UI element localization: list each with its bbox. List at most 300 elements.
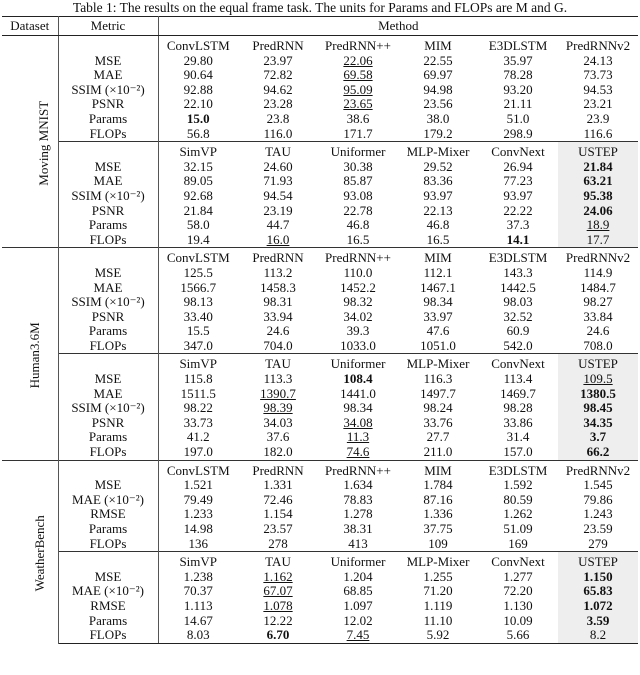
header-metric: Metric: [58, 17, 158, 36]
value-text: 23.65: [343, 96, 373, 112]
value-cell: [478, 266, 558, 281]
value-text: 93.08: [343, 187, 373, 203]
value-text: 17.7: [586, 231, 610, 247]
value-text: 23.21: [583, 96, 613, 112]
model-name: ConvNext: [478, 354, 558, 372]
header-row: [2, 17, 638, 36]
table-row: [2, 493, 638, 508]
value-cell: [318, 174, 398, 189]
table-caption: Table 1: The results on the equal frame task. The units for Params and FLOPs are M and G.: [72, 0, 568, 15]
model-name: Uniformer: [318, 354, 398, 372]
value-text: 1469.7: [500, 385, 536, 401]
metric-label: PSNR: [58, 310, 158, 325]
value-text: 22.78: [343, 202, 373, 218]
value-text: 33.76: [423, 414, 453, 430]
value-cell: [558, 97, 638, 112]
value-text: 93.20: [503, 81, 533, 97]
value-text: 1.233: [183, 506, 213, 522]
value-text: 10.09: [503, 612, 533, 628]
value-cell: [238, 112, 318, 127]
value-text: 23.97: [263, 52, 293, 68]
value-text: 46.8: [426, 217, 450, 233]
value-text: 5.92: [426, 627, 450, 643]
results-table: [2, 16, 638, 644]
value-text: 116.0: [263, 125, 293, 141]
value-cell: [158, 387, 238, 402]
model-header-row: [2, 354, 638, 372]
value-cell: [318, 493, 398, 508]
value-cell: [158, 628, 238, 643]
value-text: 1.336: [423, 506, 453, 522]
table-row: [2, 339, 638, 354]
model-name: Uniformer: [318, 142, 398, 160]
value-cell: [318, 614, 398, 629]
value-cell: [478, 614, 558, 629]
model-name: PredRNNv2: [558, 248, 638, 266]
value-text: 3.59: [586, 612, 610, 628]
value-cell: [238, 628, 318, 643]
value-text: 14.98: [183, 521, 213, 536]
metric-label: PSNR: [58, 416, 158, 431]
value-text: 1.277: [503, 568, 533, 584]
value-cell: [238, 127, 318, 142]
value-text: 63.21: [583, 173, 613, 189]
table-row: [2, 628, 638, 643]
metric-label: Params: [58, 614, 158, 629]
table-row: [2, 174, 638, 189]
model-name: PredRNNv2: [558, 460, 638, 478]
table-row: [2, 430, 638, 445]
metric-label: FLOPs: [58, 445, 158, 460]
metric-label: FLOPs: [58, 233, 158, 248]
value-text: 38.6: [346, 110, 370, 126]
value-text: 94.98: [423, 81, 453, 97]
value-cell: [238, 537, 318, 552]
value-text: 16.0: [266, 231, 290, 247]
value-text: 114.9: [583, 264, 613, 280]
value-text: 72.82: [263, 67, 293, 83]
value-text: 58.0: [186, 217, 210, 233]
value-cell: [558, 522, 638, 537]
value-cell: [478, 537, 558, 552]
value-cell: [158, 537, 238, 552]
value-cell: [158, 401, 238, 416]
model-name: MIM: [398, 460, 478, 478]
model-name: MLP-Mixer: [398, 552, 478, 570]
table-row: [2, 537, 638, 552]
value-cell: [158, 68, 238, 83]
value-text: 37.75: [423, 521, 453, 536]
value-cell: [238, 310, 318, 325]
value-text: 1.078: [263, 597, 293, 613]
value-cell: [398, 68, 478, 83]
value-text: 1484.7: [580, 279, 616, 295]
metric-label: MSE: [58, 54, 158, 69]
value-cell: [478, 189, 558, 204]
value-cell: [238, 401, 318, 416]
value-cell: [318, 233, 398, 248]
metric-label: MAE (×10⁻²): [58, 493, 158, 508]
table-row: [2, 281, 638, 296]
value-text: 5.66: [506, 627, 530, 643]
dataset-label: [2, 248, 58, 460]
value-text: 74.6: [346, 444, 370, 460]
value-text: 22.55: [423, 52, 453, 68]
value-text: 347.0: [183, 337, 213, 353]
metric-label: Params: [58, 324, 158, 339]
table-row: [2, 372, 638, 387]
model-header-row: [2, 552, 638, 570]
value-cell: [558, 570, 638, 585]
value-cell: [478, 127, 558, 142]
metric-cell: [58, 248, 158, 266]
value-text: 8.03: [186, 627, 210, 643]
metric-label: RMSE: [58, 599, 158, 614]
value-text: 23.56: [423, 96, 453, 112]
value-text: 1.545: [583, 477, 613, 493]
value-cell: [398, 445, 478, 460]
metric-label: SSIM (×10⁻²): [58, 295, 158, 310]
value-text: 71.93: [263, 173, 293, 189]
value-text: 1.113: [183, 597, 213, 613]
value-text: 21.84: [183, 202, 213, 218]
value-text: 113.2: [263, 264, 293, 280]
value-cell: [238, 83, 318, 98]
value-cell: [238, 570, 318, 585]
value-text: 22.10: [183, 96, 213, 112]
value-cell: [558, 537, 638, 552]
value-cell: [318, 127, 398, 142]
value-cell: [478, 445, 558, 460]
value-cell: [158, 112, 238, 127]
value-text: 1.097: [343, 597, 373, 613]
value-text: 98.24: [423, 400, 453, 416]
value-text: 21.84: [583, 158, 613, 174]
value-cell: [398, 266, 478, 281]
value-cell: [238, 204, 318, 219]
value-text: 29.52: [423, 158, 453, 174]
model-name: USTEP: [558, 354, 638, 372]
value-cell: [558, 599, 638, 614]
metric-label: MSE: [58, 266, 158, 281]
value-cell: [238, 614, 318, 629]
value-cell: [318, 97, 398, 112]
value-cell: [238, 372, 318, 387]
table-row: [2, 614, 638, 629]
value-text: 1.154: [263, 506, 293, 522]
value-text: 98.31: [263, 294, 293, 310]
value-cell: [478, 570, 558, 585]
value-cell: [558, 387, 638, 402]
metric-label: MAE: [58, 68, 158, 83]
value-cell: [318, 310, 398, 325]
value-cell: [398, 174, 478, 189]
metric-label: MSE: [58, 478, 158, 493]
model-name: PredRNNv2: [558, 36, 638, 54]
value-cell: [158, 295, 238, 310]
value-text: 1.119: [423, 597, 453, 613]
value-cell: [478, 83, 558, 98]
value-cell: [238, 97, 318, 112]
value-cell: [318, 266, 398, 281]
value-text: 23.8: [266, 110, 290, 126]
value-text: 3.7: [589, 429, 607, 445]
value-text: 1.130: [503, 597, 533, 613]
value-text: 1497.7: [420, 385, 456, 401]
value-text: 1.262: [503, 506, 533, 522]
value-cell: [398, 493, 478, 508]
value-text: 136: [188, 535, 208, 551]
value-cell: [158, 584, 238, 599]
value-cell: [558, 324, 638, 339]
value-text: 22.22: [503, 202, 533, 218]
model-name: TAU: [238, 354, 318, 372]
value-cell: [558, 372, 638, 387]
table-row: [2, 295, 638, 310]
model-name: ConvNext: [478, 142, 558, 160]
value-cell: [478, 416, 558, 431]
value-cell: [238, 324, 318, 339]
value-text: 11.10: [423, 612, 453, 628]
value-cell: [158, 97, 238, 112]
value-text: 1.204: [343, 568, 373, 584]
value-cell: [558, 174, 638, 189]
value-cell: [238, 507, 318, 522]
value-text: 1.634: [343, 477, 373, 493]
value-cell: [478, 522, 558, 537]
value-text: 70.37: [183, 583, 213, 599]
metric-label: RMSE: [58, 507, 158, 522]
value-text: 21.11: [503, 96, 533, 112]
value-text: 33.94: [263, 308, 293, 324]
value-cell: [318, 204, 398, 219]
value-text: 169: [508, 535, 528, 551]
value-text: 109.5: [583, 371, 613, 387]
value-text: 98.22: [183, 400, 213, 416]
value-cell: [478, 233, 558, 248]
header-dataset: Dataset: [2, 17, 58, 36]
value-text: 15.0: [186, 110, 210, 126]
value-text: 109: [428, 535, 448, 551]
value-text: 39.3: [346, 323, 370, 339]
value-cell: [158, 478, 238, 493]
value-text: 1051.0: [420, 337, 456, 353]
value-text: 125.5: [183, 264, 213, 280]
value-cell: [318, 599, 398, 614]
value-cell: [398, 416, 478, 431]
value-cell: [318, 387, 398, 402]
value-cell: [158, 160, 238, 175]
value-text: 704.0: [263, 337, 293, 353]
value-text: 23.59: [583, 521, 613, 536]
value-text: 77.23: [503, 173, 533, 189]
value-text: 98.45: [583, 400, 613, 416]
value-text: 12.02: [343, 612, 373, 628]
model-name: PredRNN: [238, 36, 318, 54]
model-name: MLP-Mixer: [398, 354, 478, 372]
value-text: 37.3: [506, 217, 530, 233]
table-row: [2, 97, 638, 112]
value-text: 98.32: [343, 294, 373, 310]
value-text: 69.58: [343, 67, 373, 83]
model-name: PredRNN: [238, 460, 318, 478]
table-row: [2, 127, 638, 142]
value-text: 18.9: [586, 217, 610, 233]
value-cell: [558, 112, 638, 127]
metric-cell: [58, 552, 158, 570]
value-text: 19.4: [186, 231, 210, 247]
dataset-name: WeatherBench: [31, 515, 47, 592]
model-name: TAU: [238, 142, 318, 160]
value-cell: [558, 430, 638, 445]
value-cell: [398, 478, 478, 493]
table-row: [2, 387, 638, 402]
value-text: 24.60: [263, 158, 293, 174]
value-text: 112.1: [423, 264, 453, 280]
value-cell: [318, 324, 398, 339]
value-text: 56.8: [186, 125, 210, 141]
model-name: PredRNN++: [318, 248, 398, 266]
value-text: 93.97: [503, 187, 533, 203]
value-cell: [238, 478, 318, 493]
value-text: 1.278: [343, 506, 373, 522]
value-text: 51.0: [506, 110, 530, 126]
table-row: [2, 416, 638, 431]
value-cell: [478, 324, 558, 339]
value-cell: [558, 281, 638, 296]
model-name: ConvLSTM: [158, 248, 238, 266]
value-text: 78.28: [503, 67, 533, 83]
value-cell: [558, 401, 638, 416]
value-cell: [558, 83, 638, 98]
value-cell: [398, 112, 478, 127]
value-cell: [318, 160, 398, 175]
value-cell: [398, 372, 478, 387]
table-row: [2, 218, 638, 233]
value-cell: [238, 68, 318, 83]
value-text: 14.1: [506, 231, 530, 247]
value-text: 1.784: [423, 477, 453, 493]
value-cell: [558, 310, 638, 325]
value-text: 23.28: [263, 96, 293, 112]
metric-label: MAE (×10⁻²): [58, 584, 158, 599]
value-cell: [478, 112, 558, 127]
value-cell: [318, 372, 398, 387]
value-text: 298.9: [503, 125, 533, 141]
table-row: [2, 401, 638, 416]
value-cell: [398, 599, 478, 614]
table-row: [2, 189, 638, 204]
value-cell: [318, 54, 398, 69]
value-cell: [478, 478, 558, 493]
value-text: 1.150: [583, 568, 613, 584]
model-name: MLP-Mixer: [398, 142, 478, 160]
value-cell: [398, 233, 478, 248]
value-cell: [158, 54, 238, 69]
value-cell: [478, 584, 558, 599]
value-text: 94.62: [263, 81, 293, 97]
value-cell: [398, 160, 478, 175]
value-cell: [558, 233, 638, 248]
value-text: 6.70: [266, 627, 290, 643]
value-cell: [238, 218, 318, 233]
model-name: E3DLSTM: [478, 36, 558, 54]
model-header-row: [2, 248, 638, 266]
value-text: 98.13: [183, 294, 213, 310]
value-text: 38.0: [426, 110, 450, 126]
metric-cell: [58, 36, 158, 54]
metric-label: FLOPs: [58, 339, 158, 354]
model-name: USTEP: [558, 142, 638, 160]
value-text: 1458.3: [260, 279, 296, 295]
value-text: 32.15: [183, 158, 213, 174]
value-text: 24.13: [583, 52, 613, 68]
value-cell: [158, 339, 238, 354]
value-cell: [158, 416, 238, 431]
value-text: 182.0: [263, 444, 293, 460]
value-text: 79.86: [583, 491, 613, 507]
value-cell: [158, 372, 238, 387]
value-cell: [238, 266, 318, 281]
value-cell: [318, 189, 398, 204]
value-cell: [398, 387, 478, 402]
results-body: [2, 36, 638, 644]
value-cell: [318, 522, 398, 537]
value-cell: [558, 614, 638, 629]
value-cell: [238, 599, 318, 614]
value-text: 44.7: [266, 217, 290, 233]
metric-cell: [58, 142, 158, 160]
value-text: 115.8: [183, 371, 213, 387]
value-text: 1.331: [263, 477, 293, 493]
value-cell: [238, 233, 318, 248]
value-text: 35.97: [503, 52, 533, 68]
value-text: 26.94: [503, 158, 533, 174]
value-cell: [398, 584, 478, 599]
value-cell: [398, 522, 478, 537]
value-text: 179.2: [423, 125, 453, 141]
table-row: [2, 310, 638, 325]
value-text: 67.07: [263, 583, 293, 599]
table-row: [2, 266, 638, 281]
value-cell: [558, 416, 638, 431]
metric-label: MAE: [58, 281, 158, 296]
value-cell: [238, 339, 318, 354]
value-text: 92.88: [183, 81, 213, 97]
value-text: 1380.5: [580, 385, 616, 401]
value-cell: [398, 537, 478, 552]
table-row: [2, 324, 638, 339]
value-text: 83.36: [423, 173, 453, 189]
dataset-name: Moving MNIST: [36, 100, 52, 186]
table-row: [2, 68, 638, 83]
value-cell: [478, 430, 558, 445]
value-cell: [318, 339, 398, 354]
value-text: 37.6: [266, 429, 290, 445]
value-text: 87.16: [423, 491, 453, 507]
value-cell: [478, 599, 558, 614]
metric-label: FLOPs: [58, 127, 158, 142]
value-cell: [318, 83, 398, 98]
table-row: [2, 478, 638, 493]
metric-label: MAE: [58, 387, 158, 402]
value-cell: [158, 614, 238, 629]
value-cell: [158, 189, 238, 204]
value-cell: [238, 281, 318, 296]
value-text: 1033.0: [340, 337, 376, 353]
value-text: 66.2: [586, 444, 610, 460]
value-text: 1390.7: [260, 385, 296, 401]
